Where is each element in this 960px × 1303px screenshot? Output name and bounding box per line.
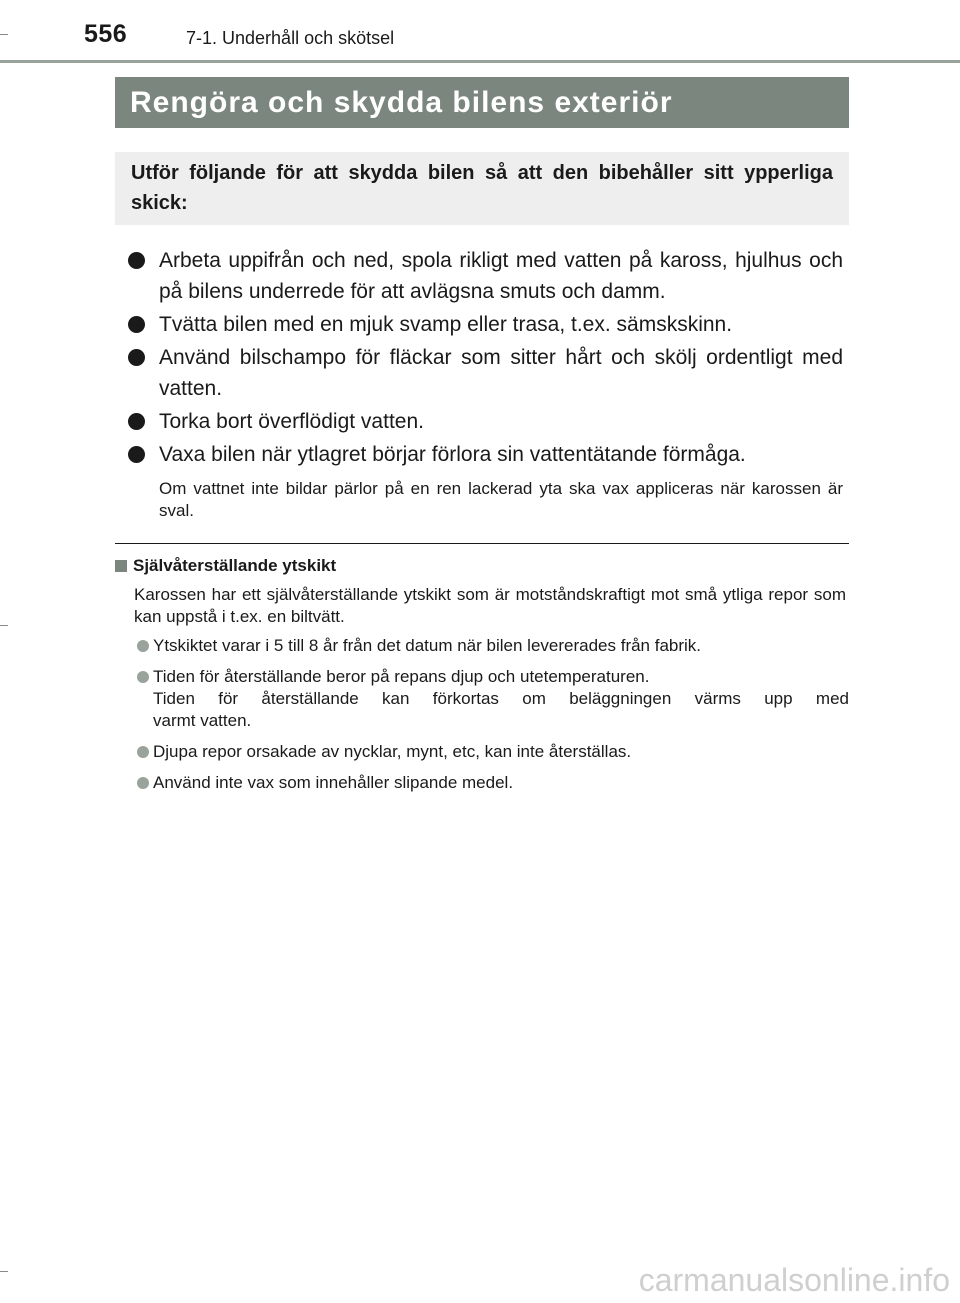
list-item	[128, 245, 843, 307]
crop-mark	[0, 1271, 8, 1272]
bullet-icon	[137, 746, 149, 758]
list-item	[128, 342, 843, 404]
list-item	[128, 406, 843, 437]
intro-box	[115, 152, 849, 225]
list-item	[137, 666, 849, 732]
list-item-text: Arbeta uppifrån och ned, spola rikligt med vatten på kaross, hjulhus och på bilens underrede för att avlägsna smuts och damm.	[159, 249, 843, 303]
watermark: carmanualsonline.info	[638, 1262, 950, 1298]
section-divider	[115, 543, 849, 544]
bullet-icon	[137, 777, 149, 789]
section-title: Rengöra och skydda bilens exteriör	[130, 85, 673, 119]
page-number: 556	[84, 20, 128, 48]
list-item	[137, 772, 849, 794]
list-item	[128, 309, 843, 340]
chapter-title: 7-1. Underhåll och skötsel	[186, 28, 395, 48]
list-item-text: Ytskiktet varar i 5 till 8 år från det datum när bilen levererades från fabrik.	[153, 636, 702, 655]
subsection-heading	[115, 556, 336, 576]
bullet-icon	[137, 671, 149, 683]
crop-mark	[0, 34, 8, 35]
list-item-text: Vaxa bilen när ytlagret börjar förlora sin vattentätande förmåga.	[159, 443, 746, 466]
bullet-icon	[128, 446, 145, 463]
subsection-title: Självåterställande ytskikt	[133, 556, 337, 575]
subsection-list	[137, 635, 849, 803]
list-item-text: Tvätta bilen med en mjuk svamp eller trasa, t.ex. sämskskinn.	[159, 313, 733, 336]
list-item-text: varmt vatten.	[153, 711, 252, 730]
main-list	[128, 245, 843, 472]
bullet-icon	[128, 349, 145, 366]
header-rule	[0, 60, 960, 63]
list-item-text: Använd inte vax som innehåller slipande medel.	[153, 773, 514, 792]
list-item	[128, 439, 843, 470]
square-bullet-icon	[115, 560, 127, 572]
subsection-intro: Karossen har ett självåterställande ytskikt som är motståndskraftigt mot små ytliga repor som kan uppstå i t.ex. en biltvätt.	[134, 585, 846, 626]
bullet-icon	[128, 316, 145, 333]
list-item-text: Tiden för återställande kan förkortas om beläggningen värms upp med	[153, 689, 849, 708]
crop-mark	[0, 625, 8, 626]
list-item	[137, 635, 849, 657]
list-item-text: Torka bort överflödigt vatten.	[159, 410, 424, 433]
bullet-icon	[137, 640, 149, 652]
list-item-text: Djupa repor orsakade av nycklar, mynt, etc, kan inte återställas.	[153, 742, 632, 761]
section-banner	[115, 77, 849, 128]
list-item-text: Använd bilschampo för fläckar som sitter hårt och skölj ordentligt med vatten.	[159, 346, 843, 400]
list-item	[137, 741, 849, 763]
bullet-icon	[128, 252, 145, 269]
main-note: Om vattnet inte bildar pärlor på en ren lackerad yta ska vax appliceras när karossen är sval.	[159, 479, 843, 520]
bullet-icon	[128, 413, 145, 430]
intro-text: Utför följande för att skydda bilen så att den bibehåller sitt ypperliga skick:	[131, 162, 833, 214]
list-item-text: Tiden för återställande beror på repans djup och utetemperaturen.	[153, 667, 650, 686]
